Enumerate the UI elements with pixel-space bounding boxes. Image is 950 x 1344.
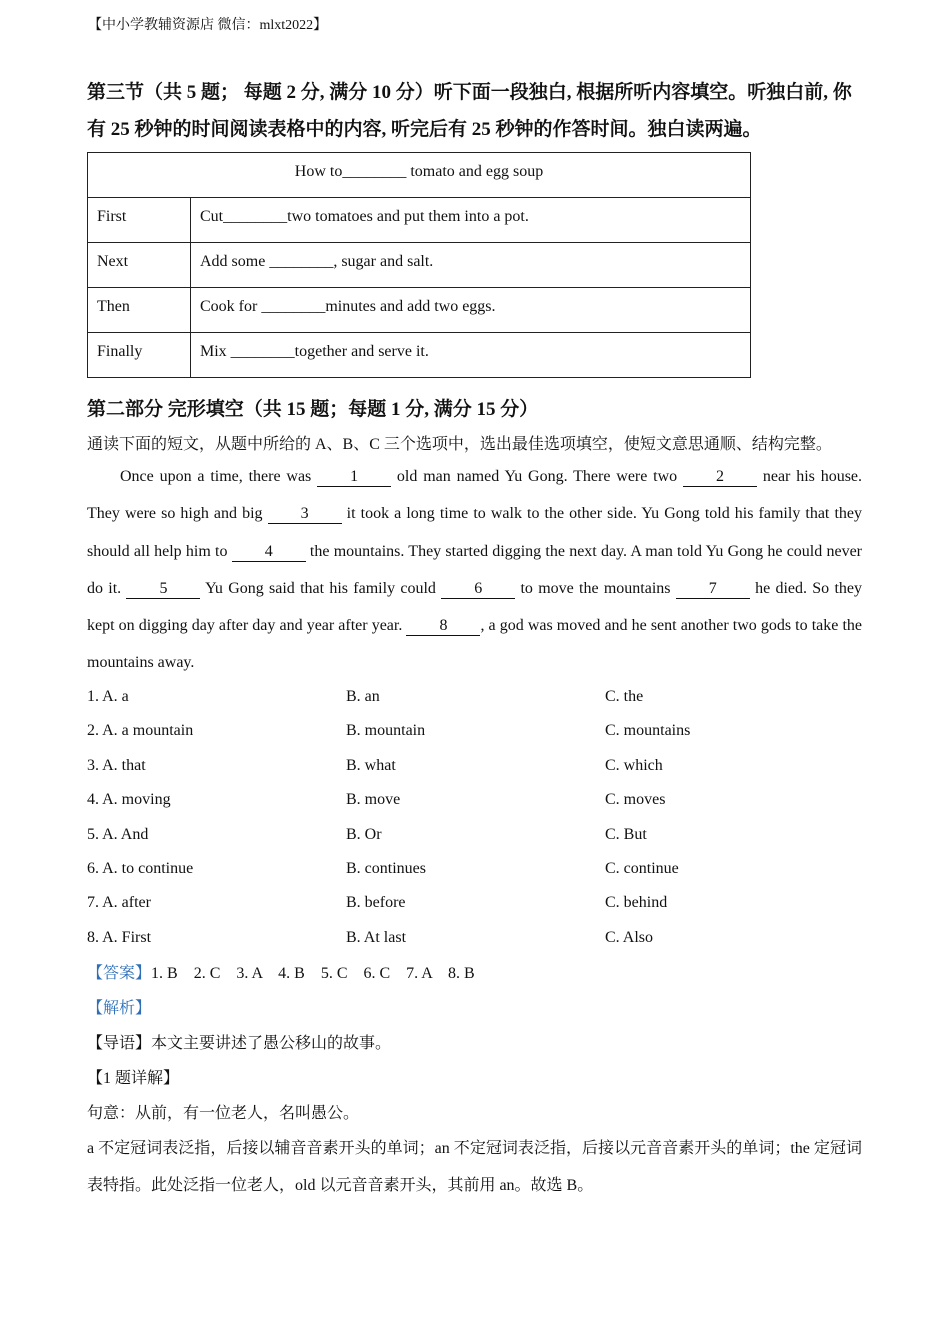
- section3-instruction: 第三节（共 5 题； 每题 2 分, 满分 10 分）听下面一段独白, 根据所听内容填空。听独白前, 你有 25 秒钟的时间阅读表格中的内容, 听完后有 25 秒钟的作答时间。独白读两遍。: [87, 82, 852, 140]
- part2-instruction: 通读下面的短文，从题中所给的 A、B、C 三个选项中，选出最佳选项填空，使短文意思通顺、结构完整。: [87, 436, 832, 453]
- question1-detail-title: 【1 题详解】: [87, 1070, 180, 1087]
- passage-text: the mountains. They started digging the next day. A man told Yu Gong he could never do it.: [87, 542, 863, 597]
- passage-text: to move the mountains: [515, 579, 676, 597]
- blank-8: 8: [406, 617, 480, 636]
- blank-2: 2: [683, 468, 757, 487]
- option-a: 7. A. after: [87, 894, 151, 912]
- option-a: 3. A. that: [87, 756, 146, 774]
- option-a: 4. A. moving: [87, 791, 171, 809]
- table-text-cell: Add some ________, sugar and salt.: [191, 243, 751, 288]
- option-b: B. continues: [346, 859, 426, 877]
- table-step-cell: Finally: [88, 333, 191, 378]
- passage-text: old man named Yu Gong. There were two: [391, 468, 684, 485]
- option-b: B. mountain: [346, 722, 426, 740]
- option-a: 5. A. And: [87, 825, 149, 843]
- option-row: [87, 783, 867, 817]
- option-row: [87, 886, 867, 920]
- option-b: B. At last: [346, 928, 407, 946]
- passage-text: he died. So they kept on digging day after day and year after year.: [87, 579, 863, 635]
- table-text-cell: Cut________two tomatoes and put them into a pot.: [191, 198, 751, 243]
- option-row: [87, 680, 867, 714]
- option-row: [87, 818, 867, 852]
- passage-text: Once upon a time, there was: [120, 468, 318, 485]
- cloze-passage: [87, 458, 862, 682]
- option-b: B. before: [346, 894, 406, 912]
- option-row: [87, 852, 867, 886]
- analysis-intro: 【导语】本文主要讲述了愚公移山的故事。: [87, 1035, 392, 1052]
- table-row: [88, 333, 751, 378]
- option-a: 6. A. to continue: [87, 859, 194, 877]
- table-row: [88, 153, 751, 198]
- option-c: C. which: [605, 756, 663, 774]
- page-header: 【中小学教辅资源店 微信：mlxt2022】: [88, 18, 328, 33]
- passage-text: near his house. They were so high and big: [87, 468, 863, 523]
- option-b: B. what: [346, 756, 396, 774]
- option-a: 2. A. a mountain: [87, 722, 194, 740]
- passage-text: , a god was moved and he sent another two gods to take the mountains away.: [87, 617, 862, 672]
- option-a: 1. A. a: [87, 688, 129, 705]
- passage-text: Yu Gong said that his family could: [200, 579, 442, 597]
- blank-4: 4: [232, 543, 306, 562]
- blank-1: 1: [317, 468, 391, 487]
- blank-6: 6: [441, 580, 515, 599]
- blank-7: 7: [676, 580, 750, 599]
- table-text-cell: Mix ________together and serve it.: [191, 333, 751, 378]
- table-row: [88, 288, 751, 333]
- table-step-cell: First: [88, 198, 191, 243]
- option-row: [87, 714, 867, 748]
- table-row: [88, 198, 751, 243]
- option-b: B. move: [346, 791, 401, 809]
- part2-title: 第二部分 完形填空（共 15 题；每题 1 分, 满分 15 分）: [87, 399, 539, 420]
- option-c: C. moves: [605, 791, 666, 809]
- option-c: C. continue: [605, 859, 679, 877]
- table-text-cell: Cook for ________minutes and add two eggs.: [191, 288, 751, 333]
- table-step-cell: Next: [88, 243, 191, 288]
- options-list: [87, 680, 867, 955]
- listening-table: [87, 152, 751, 378]
- option-row: [87, 921, 867, 955]
- option-c: C. Also: [605, 928, 654, 946]
- table-step-cell: Then: [88, 288, 191, 333]
- table-title: How to________ tomato and egg soup: [88, 153, 751, 198]
- answer-text: 1. B 2. C 3. A 4. B 5. C 6. C 7. A 8. B: [151, 965, 475, 982]
- option-b: B. Or: [346, 825, 382, 843]
- option-c: C. the: [605, 688, 644, 705]
- blank-5: 5: [126, 580, 200, 599]
- explanation-text: a 不定冠词表泛指，后接以辅音音素开头的单词；an 不定冠词表泛指，后接以元音音素开头的单词；the 定冠词表特指。此处泛指一位老人，old 以元音音素开头，其前用 an。故选 B。: [87, 1140, 862, 1194]
- table-row: [88, 243, 751, 288]
- answer-line: [87, 960, 475, 983]
- option-c: C. mountains: [605, 722, 691, 740]
- option-c: C. behind: [605, 894, 668, 912]
- passage-text: it took a long time to walk to the other side. Yu Gong told his family that they should all help him to: [87, 505, 862, 560]
- option-a: 8. A. First: [87, 928, 152, 946]
- answer-tag: 【答案】: [87, 965, 152, 982]
- analysis-tag: 【解析】: [87, 1000, 152, 1017]
- option-row: [87, 749, 867, 783]
- option-b: B. an: [346, 688, 380, 705]
- sentence-meaning: 句意：从前，有一位老人，名叫愚公。: [87, 1105, 360, 1122]
- blank-3: 3: [268, 505, 342, 524]
- option-c: C. But: [605, 825, 647, 843]
